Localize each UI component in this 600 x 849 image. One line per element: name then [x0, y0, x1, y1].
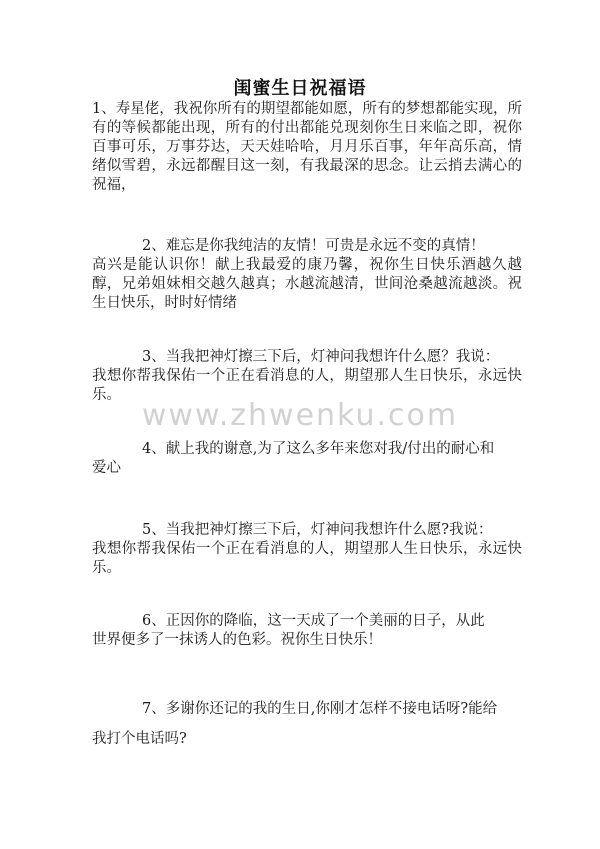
paragraph-2-lead: 2、难忘是你我纯洁的友情！可贵是永远不变的真情！: [142, 238, 485, 254]
paragraph-6-rest: 世界便多了一抹诱人的色彩。祝你生日快乐！: [92, 632, 382, 648]
paragraph-4: [92, 440, 522, 478]
paragraph-5-lead: 5、当我把神灯擦三下后，灯神问我想许什么愿?我说：: [142, 522, 493, 538]
paragraph-7-lead: 7、多谢你还记的我的生日,你刚才怎样不接电话呀?能给: [142, 701, 498, 717]
paragraph-4-rest: 爱心: [92, 460, 121, 476]
document-title: 闺蜜生日祝福语: [233, 78, 367, 99]
paragraph-2-rest: 高兴是能认识你！献上我最爱的康乃馨，祝你生日快乐酒越久越醇，兄弟姐妹相交越久越真；水越流越清，世间沧桑越流越淡。祝生日快乐，时时好情绪: [92, 257, 522, 311]
paragraph-1: [92, 100, 522, 195]
paragraph-6-lead: 6、正因你的降临，这一天成了一个美丽的日子，从此: [142, 613, 485, 629]
watermark: www.zhwenku.com: [141, 398, 459, 433]
paragraph-5-rest: 我想你帮我保佑一个正在看消息的人，期望那人生日快乐，永远快乐。: [92, 541, 522, 576]
paragraph-3: [92, 348, 522, 405]
paragraph-2: [92, 237, 522, 313]
paragraph-4-lead: 4、献上我的谢意,为了这么多年来您对我/付出的耐心和: [142, 441, 495, 457]
paragraph-5: [92, 521, 522, 578]
paragraph-3-lead: 3、当我把神灯擦三下后，灯神问我想许什么愿？我说：: [142, 349, 500, 365]
paragraph-7: [92, 694, 522, 754]
paragraph-1-text: 1、寿星佬，我祝你所有的期望都能如愿，所有的梦想都能实现，所有的等候都能出现，所有的付出都能兑现刻你生日来临之即，祝你百事可乐，万事芬达，天天娃哈哈，月月乐百事，年年高乐高，情绪似雪碧，永远都醒目这一刻，有我最深的思念。让云捎去满心的祝福，: [92, 101, 522, 193]
paragraph-3-rest: 我想你帮我保佑一个正在看消息的人，期望那人生日快乐，永远快乐。: [92, 368, 522, 403]
paragraph-6: [92, 612, 522, 650]
paragraph-7-rest: 我打个电话吗?: [92, 731, 187, 747]
